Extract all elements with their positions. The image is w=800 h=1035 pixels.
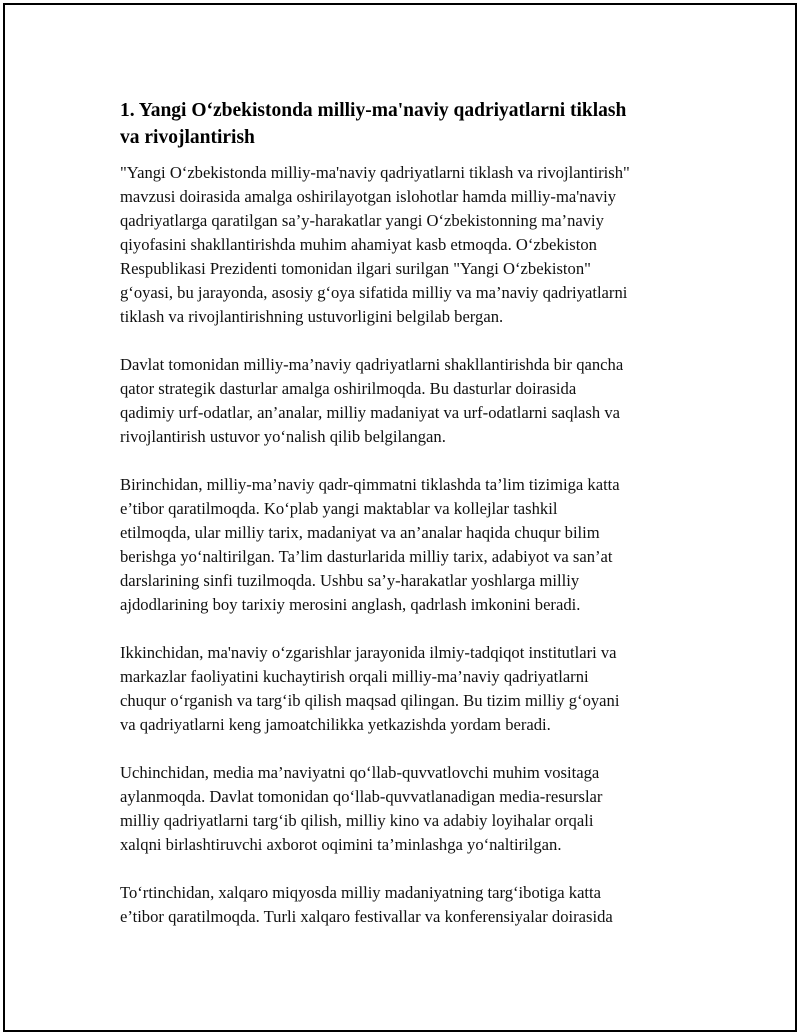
paragraph-intro: "Yangi O‘zbekistonda milliy-ma'naviy qadriyatlarni tiklash va rivojlantirish" mavzusi doirasida amalga oshirilayotgan islohotlar hamda milliy-ma'naviy qadriyatlarga qaratilgan sa’y-harakatlar yangi O‘zbekistonning ma’naviy qiyofasini shakllantirishda muhim ahamiyat kasb etmoqda. O‘zbekiston Respublikasi Prezidenti tomonidan ilgari surilgan "Yangi O‘zbekiston" g‘oyasi, bu jarayonda, asosiy g‘oya sifatida milliy va ma’naviy qadriyatlarni tiklash va rivojlantirishning ustuvorligini belgilab bergan. xyxy=(120,163,630,326)
paragraph-state-programs: Davlat tomonidan milliy-ma’naviy qadriyatlarni shakllantirishda bir qancha qator strategik dasturlar amalga oshirilmoqda. Bu dasturlar doirasida qadimiy urf-odatlar, an’analar, milliy madaniyat va urf-odatlarni saqlash va rivojlantirish ustuvor yo‘nalish qilib belgilangan. xyxy=(120,355,624,446)
paragraph-fourth-international: To‘rtinchidan, xalqaro miqyosda milliy madaniyatning targ‘ibotiga katta e’tibor qaratilmoqda. Turli xalqaro festivallar va konferensiyalar doirasida xyxy=(120,883,613,926)
section-heading: 1. Yangi O‘zbekistonda milliy-ma'naviy qadriyatlarni tiklash va rivojlantirish xyxy=(120,100,627,148)
document-page xyxy=(3,3,797,1032)
document-content xyxy=(120,97,700,953)
paragraph-second-research: Ikkinchidan, ma'naviy o‘zgarishlar jarayonida ilmiy-tadqiqot institutlari va markazlar faoliyatini kuchaytirish orqali milliy-ma’naviy qadriyatlarni chuqur o‘rganish va targ‘ib qilish maqsad qilingan. Bu tizim milliy g‘oyani va qadriyatlarni keng jamoatchilikka yetkazishda yordam beradi. xyxy=(120,643,620,734)
paragraph-third-media: Uchinchidan, media ma’naviyatni qo‘llab-quvvatlovchi muhim vositaga aylanmoqda. Davlat tomonidan qo‘llab-quvvatlanadigan media-resurslar milliy qadriyatlarni targ‘ib qilish, milliy kino va adabiy loyihalar orqali xalqni birlashtiruvchi axborot oqimini ta’minlashga yo‘naltirilgan. xyxy=(120,763,603,854)
paragraph-first-education: Birinchidan, milliy-ma’naviy qadr-qimmatni tiklashda ta’lim tizimiga katta e’tibor qaratilmoqda. Ko‘plab yangi maktablar va kollejlar tashkil etilmoqda, ular milliy tarix, madaniyat va an’analar haqida chuqur bilim berishga yo‘naltirilgan. Ta’lim dasturlarida milliy tarix, adabiyot va san’at darslarining sinfi tuzilmoqda. Ushbu sa’y-harakatlar yoshlarga milliy ajdodlarining boy tarixiy merosini anglash, qadrlash imkonini beradi. xyxy=(120,475,620,614)
